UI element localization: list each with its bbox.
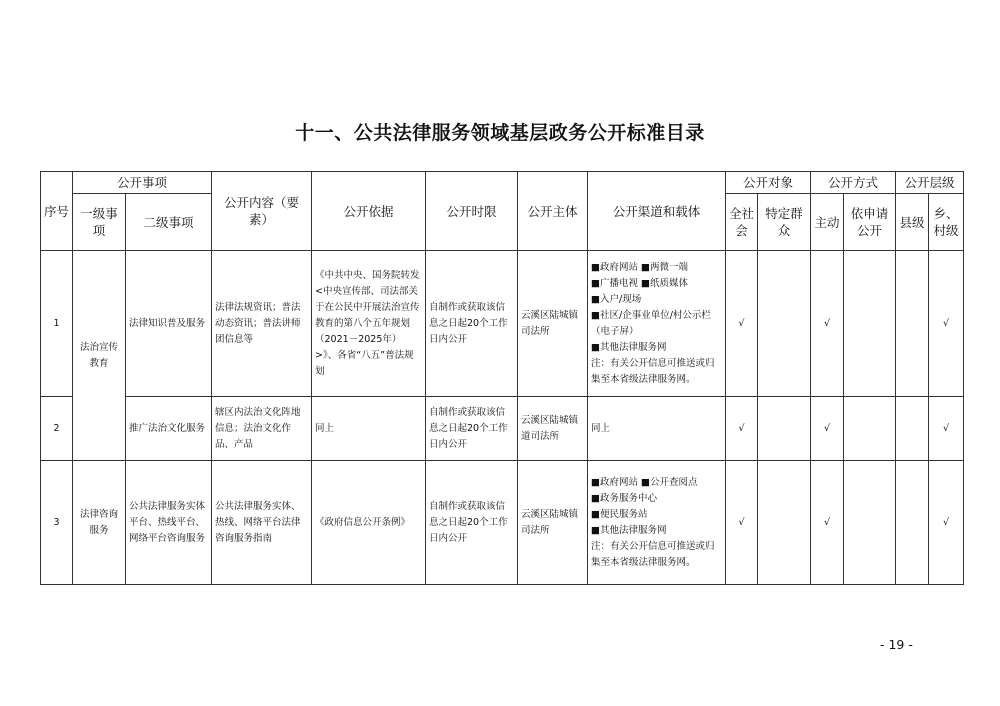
header-time-limit: 公开时限: [426, 172, 518, 251]
row-seq: 3: [41, 461, 73, 585]
row-channel: [588, 397, 726, 461]
row-target-specific: [758, 251, 811, 397]
header-basis: 公开依据: [312, 172, 426, 251]
channel-line: ■政府网站 ■两微一端: [591, 261, 688, 273]
header-target-all: 全社会: [726, 194, 758, 251]
row-subject: 云溪区陆城镇道司法所: [518, 397, 588, 461]
channel-line: 同上: [591, 422, 611, 434]
row-level-town: √: [929, 397, 964, 461]
row-content: 辖区内法治文化阵地信息；法治文化作品、产品: [212, 397, 312, 461]
row-time-limit: 自制作或获取该信息之日起20个工作日内公开: [426, 461, 518, 585]
channel-line: 注：有关公开信息可推送或归集至本省级法律服务网。: [591, 540, 715, 568]
row-mode-active: √: [811, 397, 844, 461]
row-content: 法律法规资讯；普法动态资讯；普法讲师团信息等: [212, 251, 312, 397]
row-target-all: √: [726, 461, 758, 585]
channel-line: ■政务服务中心: [591, 492, 657, 504]
row-level-county: [896, 397, 929, 461]
channel-line: ■入户/现场: [591, 293, 642, 305]
row-basis: 同上: [312, 397, 426, 461]
disclosure-catalog-table: [40, 171, 964, 585]
header-items-group: 公开事项: [73, 172, 212, 194]
row-time-limit: 自制作或获取该信息之日起20个工作日内公开: [426, 251, 518, 397]
row-level2: 推广法治文化服务: [126, 397, 212, 461]
row-level1: 法律咨询服务: [73, 461, 126, 585]
row-mode-apply: [844, 397, 896, 461]
row-channel: [588, 461, 726, 585]
row-level-county: [896, 251, 929, 397]
row-basis: 《中共中央、国务院转发<中央宣传部、司法部关于在公民中开展法治宣传教育的第八个五年规划（2021－2025年）>》、各省“八五”普法规划: [312, 251, 426, 397]
header-mode-apply: 依申请公开: [844, 194, 896, 251]
header-row-1: [41, 172, 964, 194]
header-level-county: 县级: [896, 194, 929, 251]
header-target-specific: 特定群众: [758, 194, 811, 251]
row-channel: [588, 251, 726, 397]
header-level2: 二级事项: [126, 194, 212, 251]
channel-line: ■其他法律服务网: [591, 341, 667, 353]
row-basis: 《政府信息公开条例》: [312, 461, 426, 585]
row-mode-active: √: [811, 251, 844, 397]
row-target-all: √: [726, 251, 758, 397]
table-row: [41, 461, 964, 585]
header-level1: 一级事项: [73, 194, 126, 251]
channel-line: ■政府网站 ■公开查阅点: [591, 476, 698, 488]
channel-line: ■其他法律服务网: [591, 524, 667, 536]
row-target-all: √: [726, 397, 758, 461]
row-target-specific: [758, 397, 811, 461]
row-subject: 云溪区陆城镇司法所: [518, 461, 588, 585]
row-seq: 2: [41, 397, 73, 461]
row-level-county: [896, 461, 929, 585]
row-target-specific: [758, 461, 811, 585]
row-level2: 公共法律服务实体平台、热线平台、网络平台咨询服务: [126, 461, 212, 585]
header-target-group: 公开对象: [726, 172, 811, 194]
row-mode-active: √: [811, 461, 844, 585]
header-mode-active: 主动: [811, 194, 844, 251]
header-channel: 公开渠道和载体: [588, 172, 726, 251]
table-row: [41, 251, 964, 397]
header-content: 公开内容（要素）: [212, 172, 312, 251]
channel-line: ■便民服务站: [591, 508, 648, 520]
channel-line: 注：有关公开信息可推送或归集至本省级法律服务网。: [591, 357, 715, 385]
row-mode-apply: [844, 461, 896, 585]
channel-line: ■社区/企事业单位/村公示栏（电子屏）: [591, 309, 711, 337]
row-level1: 法治宣传教育: [73, 251, 126, 461]
table-row: [41, 397, 964, 461]
row-mode-apply: [844, 251, 896, 397]
document-title: 十一、公共法律服务领域基层政务公开标准目录: [295, 122, 705, 144]
row-level2: 法律知识普及服务: [126, 251, 212, 397]
page-number: - 19 -: [880, 637, 913, 652]
row-seq: 1: [41, 251, 73, 397]
row-time-limit: 自制作或获取该信息之日起20个工作日内公开: [426, 397, 518, 461]
header-mode-group: 公开方式: [811, 172, 896, 194]
header-level-town: 乡、村级: [929, 194, 964, 251]
row-level-town: √: [929, 461, 964, 585]
header-subject: 公开主体: [518, 172, 588, 251]
header-level-group: 公开层级: [896, 172, 964, 194]
row-level-town: √: [929, 251, 964, 397]
row-subject: 云溪区陆城镇司法所: [518, 251, 588, 397]
channel-line: ■广播电视 ■纸质媒体: [591, 277, 688, 289]
row-content: 公共法律服务实体、热线、网络平台法律咨询服务指南: [212, 461, 312, 585]
header-seq: 序号: [41, 172, 73, 251]
